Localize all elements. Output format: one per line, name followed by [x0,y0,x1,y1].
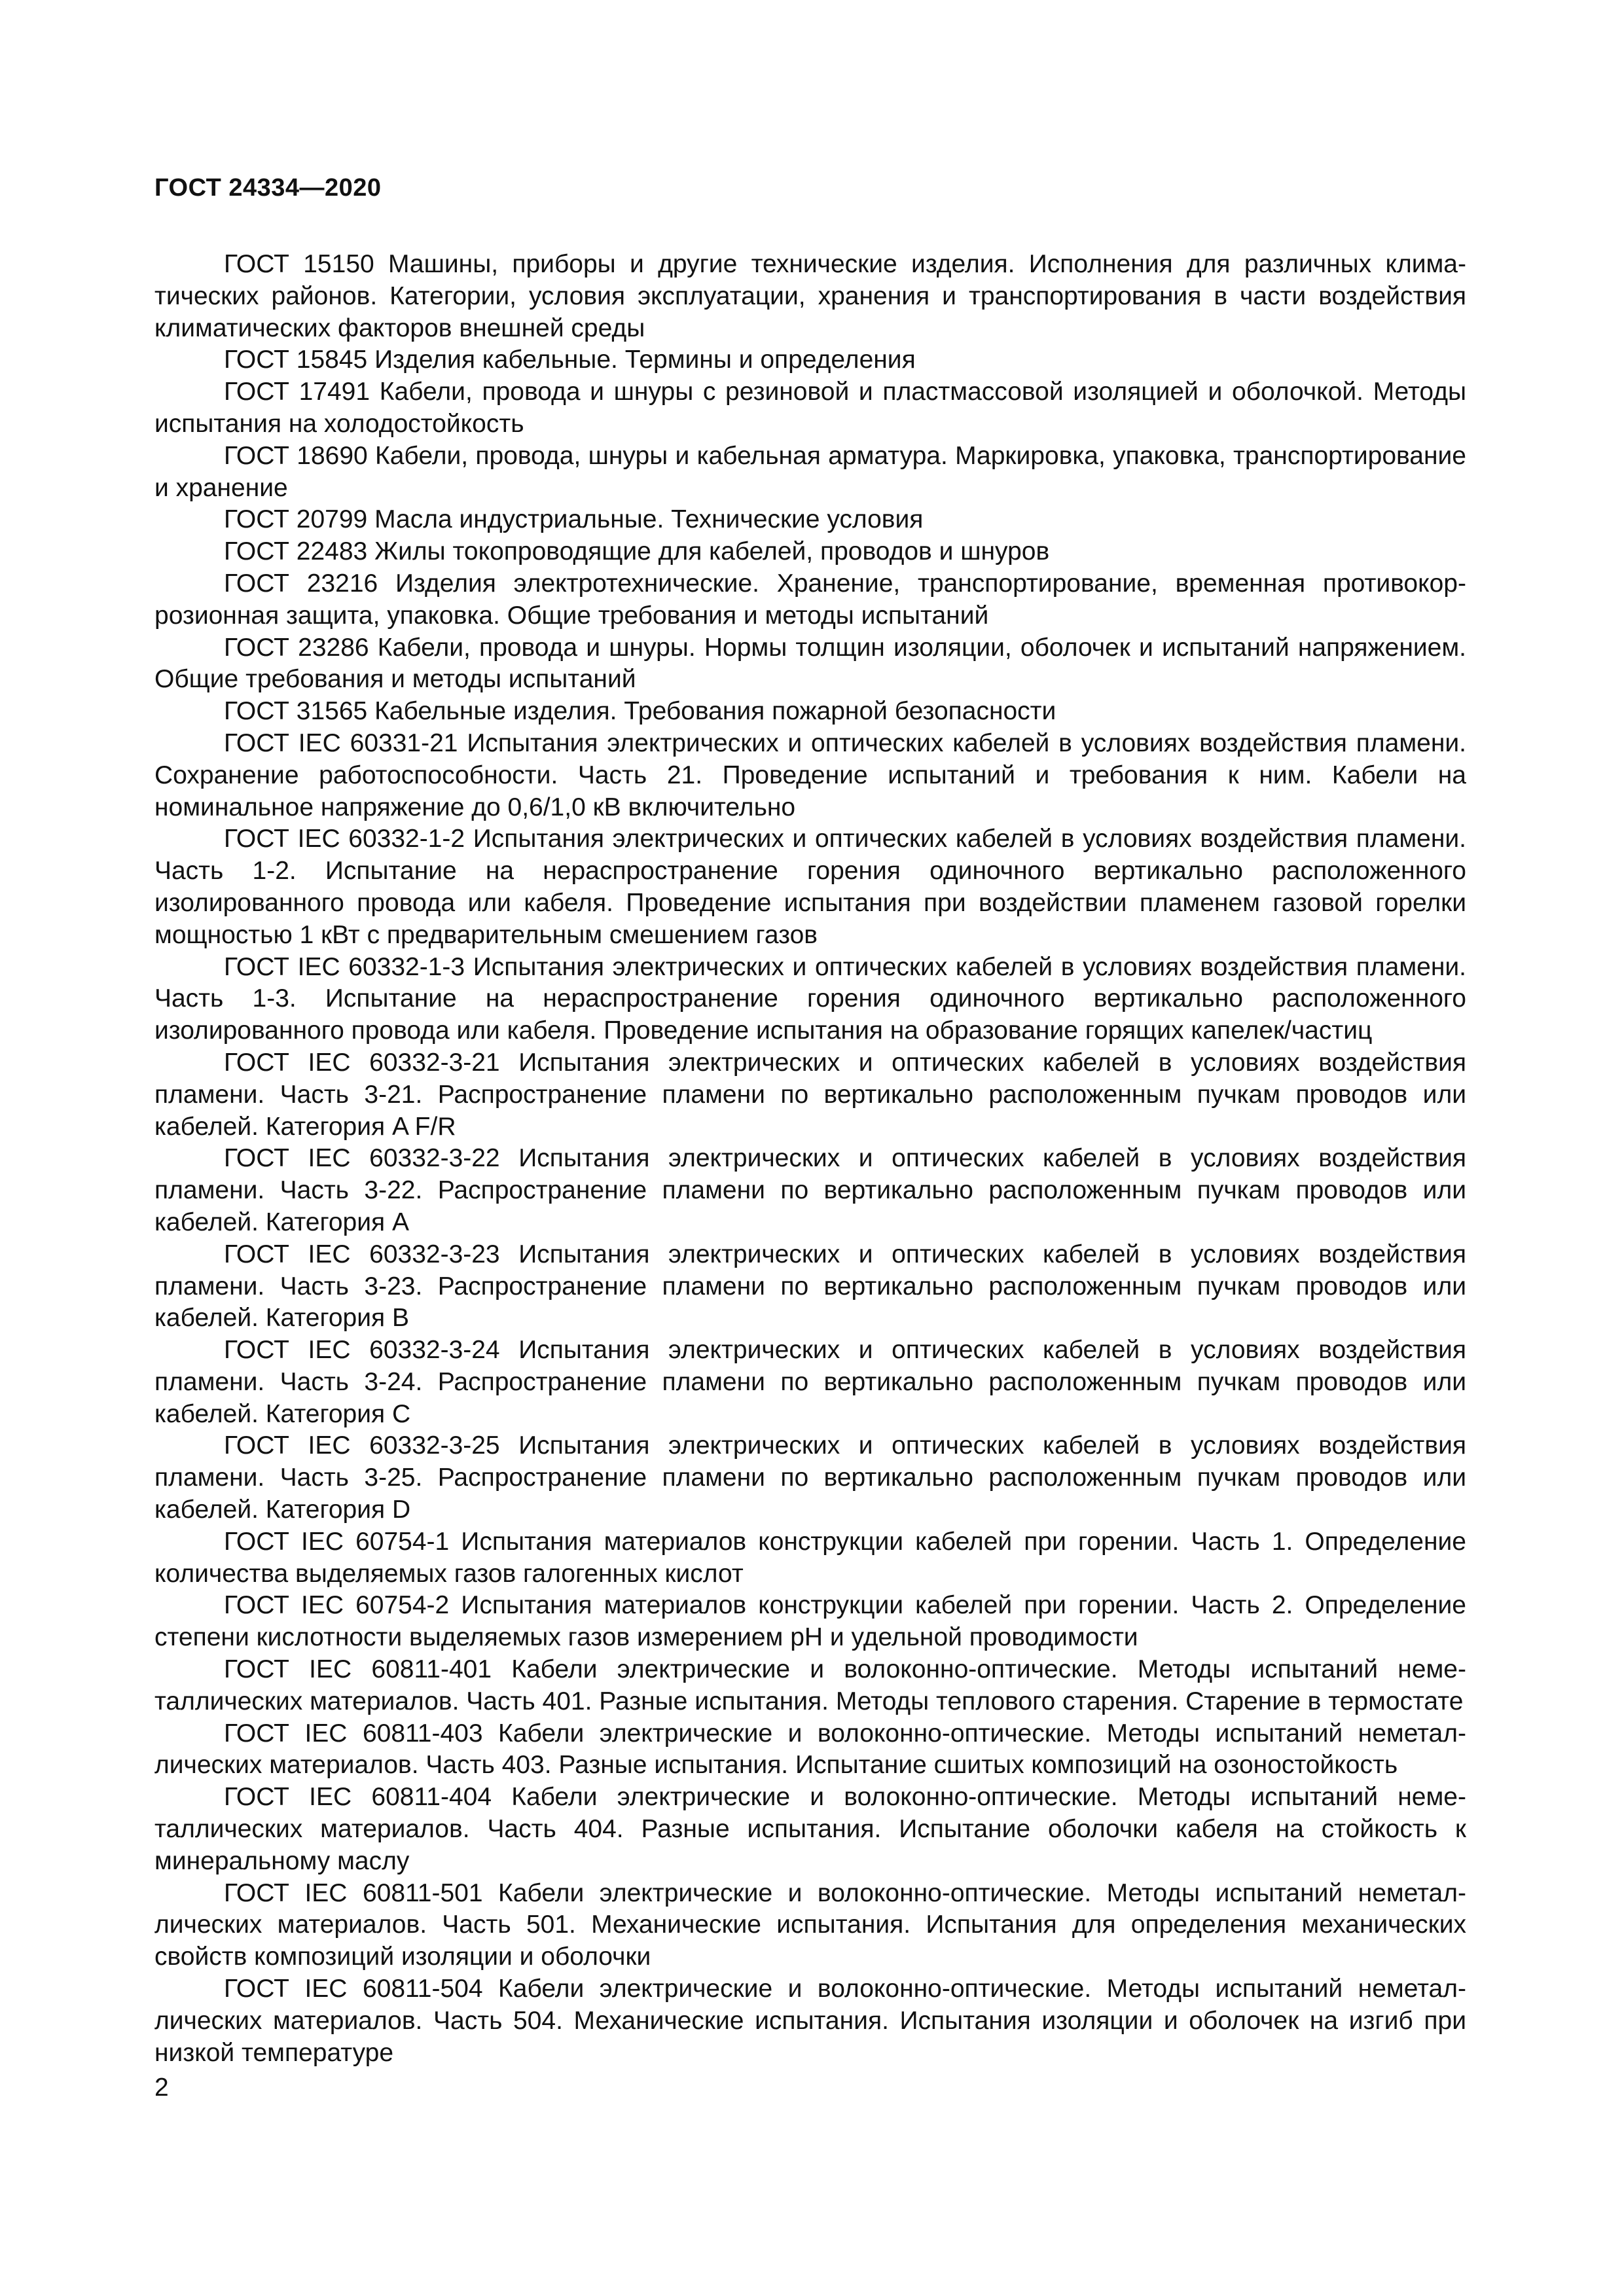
reference-item: ГОСТ 22483 Жилы токопроводящие для кабелей, проводов и шнуров [224,537,1050,566]
reference-item: ГОСТ IEC 60754-1 Испытания материалов конструкции кабелей при горении. Часть 1. Определение количества выделяемых газов галогенных кислот [154,1527,1466,1588]
reference-item: ГОСТ IEC 60332-3-21 Испытания электрических и оптических кабелей в условиях воздействия пламени. Часть 3-21. Распространение пламени по вертикально расположенным пучкам проводов или кабелей. Категория A F/R [154,1048,1466,1141]
reference-item: ГОСТ IEC 60754-2 Испытания материалов конструкции кабелей при горении. Часть 2. Определение степени кислотности выделяемых газов измерением pH и удельной проводимости [154,1591,1466,1652]
page-header-standard-id: ГОСТ 24334—2020 [154,174,382,202]
reference-item: ГОСТ IEC 60332-1-3 Испытания электрических и оптических кабелей в условиях воздействия пламени. Часть 1-3. Испытание на нераспространение горения одиночного вертикально расположенного изолированного провода или кабеля. Проведение испытания на образование горящих капелек/частиц [154,952,1466,1045]
reference-item: ГОСТ IEC 60811-504 Кабели электрические и волоконно-оптические. Методы испытаний неметаллических материалов. Часть 504. Механические испытания. Испытания изоляции и оболочек на изгиб при низкой температуре [154,1975,1466,2067]
reference-item: ГОСТ IEC 60331-21 Испытания электрических и оптических кабелей в условиях воздействия пламени. Сохранение работоспособности. Часть 21. Проведение испытаний и требования к ним. Кабели на номинальное напряжение до 0,6/1,0 кВ включительно [154,728,1466,821]
reference-item: ГОСТ IEC 60332-3-25 Испытания электрических и оптических кабелей в условиях воздействия пламени. Часть 3-25. Распространение пламени по вертикально расположенным пучкам проводов или кабелей. Категория D [154,1431,1466,1524]
reference-item: ГОСТ IEC 60332-3-23 Испытания электрических и оптических кабелей в условиях воздействия пламени. Часть 3-23. Распространение пламени по вертикально расположенным пучкам проводов или кабелей. Категория В [154,1240,1466,1333]
reference-item: ГОСТ 15150 Машины, приборы и другие технические изделия. Исполнения для различных климатических районов. Категории, условия эксплуатации, хранения и транспортирования в части воздействия климатических факторов внешней среды [154,250,1466,342]
reference-item: ГОСТ 31565 Кабельные изделия. Требования пожарной безопасности [224,697,1056,726]
reference-item: ГОСТ 20799 Масла индустриальные. Технические условия [224,505,924,534]
reference-item: ГОСТ IEC 60332-1-2 Испытания электрических и оптических кабелей в условиях воздействия пламени. Часть 1-2. Испытание на нераспространение горения одиночного вертикально расположенного изолированного провода или кабеля. Проведение испытания при воздействии пламенем газовой горелки мощностью 1 кВт с предварительным смешением газов [154,825,1466,949]
reference-item: ГОСТ 23216 Изделия электротехнические. Хранение, транспортирование, временная противокоррозионная защита, упаковка. Общие требования и методы испытаний [154,569,1466,630]
reference-item: ГОСТ 17491 Кабели, провода и шнуры с резиновой и пластмассовой изоляцией и оболочкой. Методы испытания на холодостойкость [154,378,1466,438]
page-number: 2 [154,2073,169,2102]
reference-item: ГОСТ IEC 60811-404 Кабели электрические и волоконно-оптические. Методы испытаний неметаллических материалов. Часть 404. Разные испытания. Испытание оболочки кабеля на стойкость к минеральному маслу [154,1783,1466,1875]
reference-item: ГОСТ IEC 60811-501 Кабели электрические и волоконно-оптические. Методы испытаний неметаллических материалов. Часть 501. Механические испытания. Испытания для определения механических свойств композиций изоляции и оболочки [154,1878,1466,1971]
normative-references-list [154,249,1466,2069]
reference-item: ГОСТ 23286 Кабели, провода и шнуры. Нормы толщин изоляции, оболочек и испытаний напряжением. Общие требования и методы испытаний [154,633,1466,694]
reference-item: ГОСТ IEC 60811-403 Кабели электрические и волоконно-оптические. Методы испытаний неметаллических материалов. Часть 403. Разные испытания. Испытание сшитых композиций на озоностойкость [154,1719,1466,1780]
reference-item: ГОСТ 18690 Кабели, провода, шнуры и кабельная арматура. Маркировка, упаковка, транспортирование и хранение [154,441,1466,502]
reference-item: ГОСТ IEC 60811-401 Кабели электрические и волоконно-оптические. Методы испытаний неметаллических материалов. Часть 401. Разные испытания. Методы теплового старения. Старение в термостате [154,1655,1466,1715]
reference-item: ГОСТ 15845 Изделия кабельные. Термины и определения [224,346,916,374]
reference-item: ГОСТ IEC 60332-3-24 Испытания электрических и оптических кабелей в условиях воздействия пламени. Часть 3-24. Распространение пламени по вертикально расположенным пучкам проводов или кабелей. Категория С [154,1336,1466,1428]
reference-item: ГОСТ IEC 60332-3-22 Испытания электрических и оптических кабелей в условиях воздействия пламени. Часть 3-22. Распространение пламени по вертикально расположенным пучкам проводов или кабелей. Категория А [154,1144,1466,1236]
